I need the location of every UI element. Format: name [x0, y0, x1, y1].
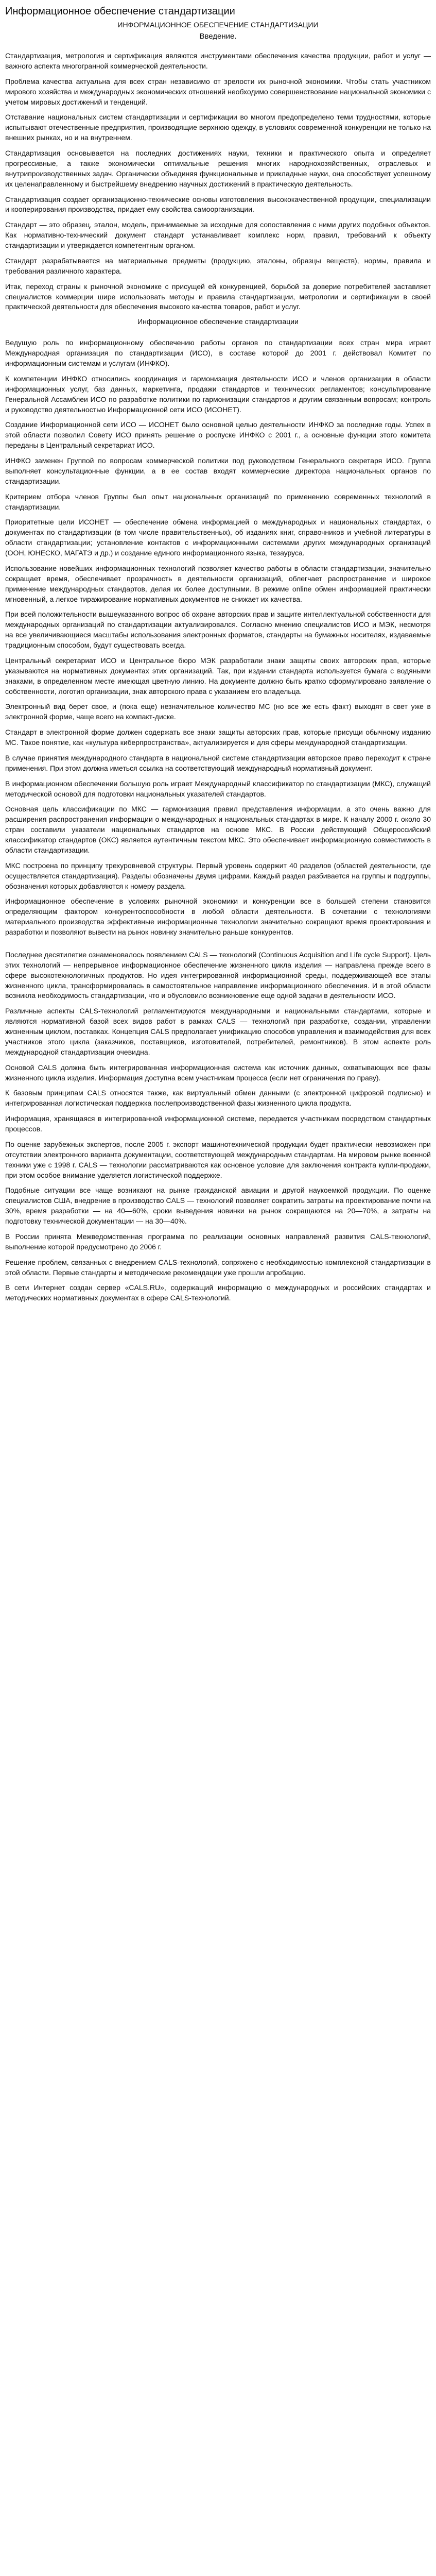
paragraph: Последнее десятилетие ознаменовалось появлением CALS — технологий (Continuous Acquisition and Life cycle Support). Цель этих технологий — непрерывное информационное обеспечение жизненного цикла изделия — направлена прежде всего в сфере высокотехнологичных продуктов. Но идея интегрированной информационной среды, поддерживающей все этапы жизненного цикла, трансформировалась в самостоятельное направление информационного обеспечения. И в этой области возникла необходимость стандартизации, что и обусловило возникновение еще одной задачи в деятельности ИСО.: [5, 950, 431, 1000]
paragraph: Стандарт — это образец, эталон, модель, принимаемые за исходные для сопоставления с ними других подобных объектов. Как нормативно-технический документ стандарт устанавливает комплекс норм, правил, требований к объекту стандартизации и утверждается компетентным органом.: [5, 221, 431, 249]
page-title: Информационное обеспечение стандартизации: [5, 6, 235, 17]
paragraph: Центральный секретариат ИСО и Центральное бюро МЭК разработали знаки защиты своих авторских прав, которые указываются на нормативных документах этих организаций. Так, при издании стандарта используется бумага с водяными знаками, в определенном месте имеющая цветную линию. На документе должно быть кратко сформулировано заявление о собственности, логотип организации, знак авторского права с указанием его владельца.: [5, 656, 431, 696]
paragraph: Отставание национальных систем стандартизации и сертификации во многом предопределено теми трудностями, которые испытывают отечественные предприятия, производящие верхнюю одежду, в условиях современной конкуренции не только на внешних рынках, но и на внутреннем.: [5, 113, 431, 142]
paragraph: Приоритетные цели ИСОНЕТ — обеспечение обмена информацией о международных и национальных стандартах, о документах по стандартизации (в том числе правительственных), об изданиях книг, справочников и учебной литературы в области стандартизации; установление контактов с информационными системами других международных организаций (ООН, ЮНЕСКО, МАГАТЭ и др.) и создание единого информационного языка, тезауруса.: [5, 518, 431, 557]
paragraph: К базовым принципам CALS относятся также, как виртуальный обмен данными (с электронной цифровой подписью) и интегрированная логистическая поддержка послепроизводственной фазы жизненного цикла продукта.: [5, 1089, 431, 1108]
paragraph: По оценке зарубежных экспертов, после 2005 г. экспорт машинотехнической продукции будет практически невозможен при отсутствии электронного варианта документации, соответствующей международным стандартам. На мировом рынке военной техники уже с 1998 г. CALS — технологии рассматриваются как основное условие для заключения контракта купли-продажи, при этом особое внимание уделяется логистической поддержке.: [5, 1140, 431, 1179]
paragraph: Стандартизация создает организационно-технические основы изготовления высококачественной продукции, специализации и кооперирования производства, придает ему свойства самоорганизации.: [5, 195, 431, 214]
paragraph: В случае принятия международного стандарта в национальной системе стандартизации авторское право переходит к стране применения. При этом должна иметься ссылка на соответствующий международный нормативный документ.: [5, 753, 431, 772]
paragraph: Использование новейших информационных технологий позволяет качество работы в области стандартизации, значительно сокращает время, обеспечивает прозрачность в деятельности организаций, облегчает распространение и широкое применение международных стандартов, делая их более доступными. В режиме online обмен информацией практически мгновенный, а легкое тиражирование нормативных документов не снижает их качества.: [5, 564, 431, 603]
paragraph: При всей положительности вышеуказанного вопрос об охране авторских прав и защите интеллектуальной собственности для международных организаций по стандартизации актуализировался. Согласно мнению специалистов ИСО и МЭК, несмотря на все увеличивающиеся масштабы использования электронных форматов, стандарты на бумажных носителях, издаваемые традиционным способом, будут существовать всегда.: [5, 610, 431, 649]
paragraph: Информация, хранящаяся в интегрированной информационной системе, передается участникам посредством стандартных процессов.: [5, 1114, 431, 1133]
paragraph: Стандарт разрабатывается на материальные предметы (продукцию, эталоны, образцы веществ), нормы, правила и требования различного характера.: [5, 256, 431, 275]
paragraph: Итак, переход страны к рыночной экономике с присущей ей конкуренцией, борьбой за доверие потребителей заставляет специалистов коммерции шире использовать методы и правила стандартизации, метрологии и сертификации в своей практической деятельности для обеспечения высокого качества товаров, работ и услуг.: [5, 282, 431, 311]
cals-section: [5, 950, 431, 1303]
paragraph: В информационном обеспечении большую роль играет Международный классификатор по стандартизации (МКС), служащий методической основой для подготовки национальных указателей стандартов.: [5, 779, 431, 798]
paragraph: Проблема качества актуальна для всех стран независимо от зрелости их рыночной экономики. Чтобы стать участником мирового хозяйства и международных экономических отношений необходимо совершенствование национальной экономики с учетом мировых достижений и тенденций.: [5, 77, 431, 106]
paragraph: Стандарт в электронной форме должен содержать все знаки защиты авторских прав, которые присущи обычному изданию МС. Такое понятие, как «культура киберпространства», актуализируется и для сферы международной стандартизации.: [5, 728, 431, 747]
paragraph: Информационное обеспечение в условиях рыночной экономики и конкуренции все в большей степени становится определяющим фактором конкурентоспособности в любой области деятельности. В сочетании с технологиями материального производства эффективные информационные технологии значительно сокращают время проектирования и разработки и позволяют вывести на рынок новинку значительно раньше конкурентов.: [5, 897, 431, 936]
paragraph: Основой CALS должна быть интегрированная информационная система как источник данных, охватывающих все фазы жизненного цикла изделия. Информация доступна всем участникам процесса (если нет ограничения по праву).: [5, 1063, 431, 1082]
paragraph: Критерием отбора членов Группы был опыт национальных организаций по применению современных технологий в стандартизации.: [5, 492, 431, 511]
paragraph: Подобные ситуации все чаще возникают на рынке гражданской авиации и другой наукоемкой продукции. По оценке специалистов США, внедрение в производство CALS — технологий позволяет сократить затраты на проектирование почти на 30%, время разработки — на 40—60%, сроки выведения новинки на рынок сокращаются на 20—70%, а затраты на подготовку технической документации — на 30—40%.: [5, 1186, 431, 1225]
paragraph: Ведущую роль по информационному обеспечению работы органов по стандартизации всех стран мира играет Международная организация по стандартизации (ИСО), в составе которой до 2001 г. действовал Комитет по информационным системам и услугам (ИНФКО).: [5, 338, 431, 367]
paragraph: В России принята Межведомственная программа по реализации основных направлений развития CALS-технологий, выполнение которой предусмотрено до 2006 г.: [5, 1232, 431, 1251]
section-heading: Информационное обеспечение стандартизации: [137, 317, 299, 326]
paragraph: Решение проблем, связанных с внедрением CALS-технологий, сопряжено с необходимостью комплексной стандартизации в этой области. Первые стандарты и методические рекомендации уже прошли апробацию.: [5, 1258, 431, 1277]
paragraph: Основная цель классификации по МКС — гармонизация правил представления информации, а это очень важно для расширения распространения информации о международных и национальных стандартах в мире. К началу 2000 г. около 30 стран составили указатели национальных стандартов на основе МКС. В России действующий Общероссийский классификатор стандартов (ОКС) является аутентичным текстом МКС. Это обеспечивает информационную совместимость в области стандартизации.: [5, 805, 431, 854]
paragraph: В сети Интернет создан сервер «CALS.RU», содержащий информацию о международных и российских стандартах и методических нормативных документах в сфере CALS-технологий.: [5, 1283, 431, 1302]
page-subtitle: ИНФОРМАЦИОННОЕ ОБЕСПЕЧЕНИЕ СТАНДАРТИЗАЦИИ: [117, 21, 319, 29]
information-support-section: [5, 338, 431, 938]
paragraph: К компетенции ИНФКО относились координация и гармонизация деятельности ИСО и членов организации в области информационных услуг, баз данных, маркетинга, продажи стандартов и технических регламентов; консультирование Генеральной Ассамблеи ИСО по разработке политики по гармонизации стандартов и другим связанным вопросам; контроль и руководство деятельностью Информационной сети ИСО (ИСОНЕТ).: [5, 374, 431, 414]
paragraph: МКС построена по принципу трехуровневой структуры. Первый уровень содержит 40 разделов (областей деятельности, где осуществляется стандартизация). Разделы обозначены двумя цифрами. Каждый раздел разбивается на группы и подгруппы, обозначения которых добавляются к номеру раздела.: [5, 861, 431, 890]
paragraph: Различные аспекты CALS-технологий регламентируются международными и национальными стандартами, которые и являются нормативной базой всех видов работ в рамках CALS — технологий при разработке, создании, управлении жизненным циклом, поставках. Концепция CALS предполагает унификацию способов управления и взаимодействия для всех участников этого цикла (заказчиков, поставщиков, изготовителей, потребителей, ремонтников). В этом аспекте роль международной стандартизации очевидна.: [5, 1007, 431, 1056]
intro-heading: Введение.: [199, 32, 237, 41]
paragraph: Электронный вид берет свое, и (пока еще) незначительное количество МС (но все же есть факт) выходят в свет уже в электронной форме, чаще всего на компакт-диске.: [5, 702, 431, 721]
introduction-section: [5, 51, 431, 312]
paragraph: Стандартизация основывается на последних достижениях науки, техники и практического опыта и определяет прогрессивные, а также экономически оптимальные решения многих народнохозяйственных, отраслевых и внутрипроизводственных задач. Органически объединяя функциональные и прикладные науки, она способствует успешному их целенаправленному и быстрейшему внедрению научных достижений в практическую деятельность.: [5, 149, 431, 188]
paragraph: Стандартизация, метрология и сертификация являются инструментами обеспечения качества продукции, работ и услуг — важного аспекта многогранной коммерческой деятельности.: [5, 52, 431, 70]
paragraph: Создание Информационной сети ИСО — ИСОНЕТ было основной целью деятельности ИНФКО за последние годы. Успех в этой области позволил Совету ИСО принять решение о роспуске ИНФКО с 2001 г., а основные функции этого комитета переданы в Центральный секретариат ИСО.: [5, 420, 431, 450]
paragraph: ИНФКО заменен Группой по вопросам коммерческой политики под руководством Генерального секретаря ИСО. Группа выполняет консультационные функции, а в ее состав входят коммерческие директора национальных органов по стандартизации.: [5, 456, 431, 485]
